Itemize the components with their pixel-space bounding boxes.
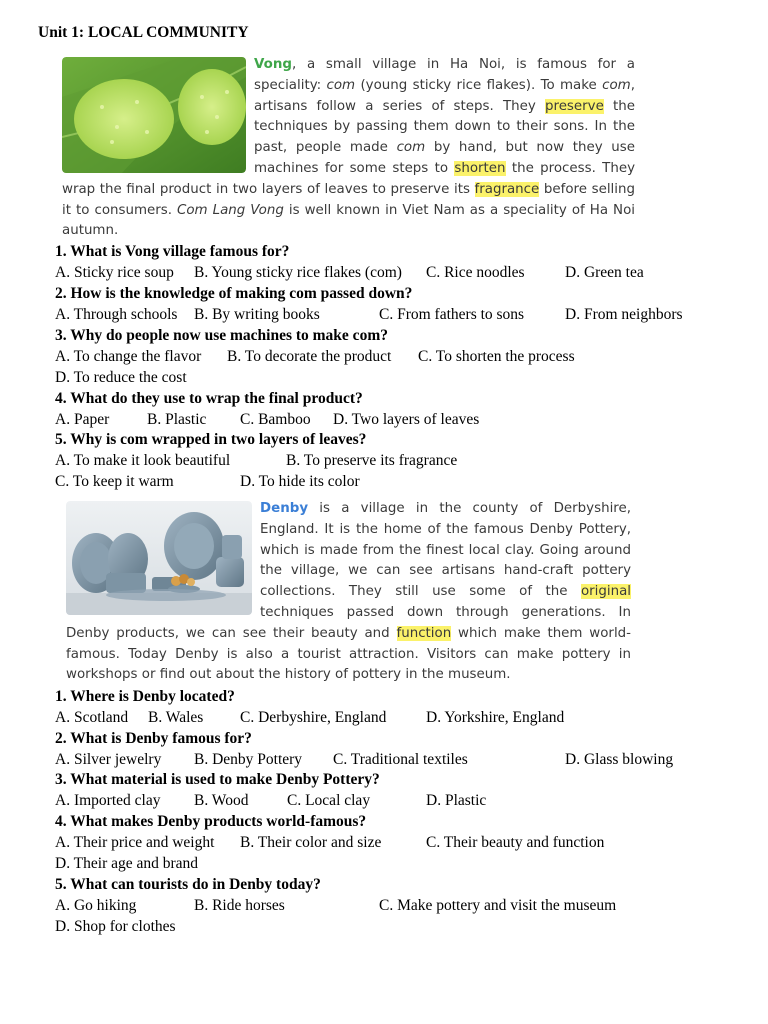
answer-option: B. Their color and size: [240, 834, 382, 851]
answer-option: D. Their age and brand: [55, 855, 199, 872]
answer-option: B. To decorate the product: [227, 348, 392, 365]
question: 2. What is Denby famous for?: [55, 730, 252, 747]
question: 1. Where is Denby located?: [55, 688, 235, 705]
question: 4. What makes Denby products world-famous?: [55, 813, 367, 830]
answer-option: C. Bamboo: [240, 411, 311, 428]
answer-option: C. Traditional textiles: [333, 751, 468, 768]
question: 4. What do they use to wrap the final product?: [55, 390, 363, 407]
answer-option: D. Yorkshire, England: [426, 709, 565, 726]
village-name-denby: Denby: [260, 501, 309, 516]
answer-option: B. Wales: [148, 709, 204, 726]
highlight-original: original: [580, 584, 631, 600]
highlight-fragrance: fragrance: [474, 181, 540, 197]
answer-option: C. To shorten the process: [418, 348, 575, 365]
answer-option: B. To preserve its fragrance: [286, 452, 458, 469]
answer-option: A. Silver jewelry: [55, 751, 162, 768]
answer-option: D. Shop for clothes: [55, 918, 176, 935]
answer-option: B. By writing books: [194, 306, 320, 323]
answer-option: D. To reduce the cost: [55, 369, 187, 386]
question: 5. What can tourists do in Denby today?: [55, 876, 321, 893]
question: 2. How is the knowledge of making com passed down?: [55, 285, 413, 302]
answer-option: D. Plastic: [426, 792, 487, 809]
answer-option: B. Wood: [194, 792, 249, 809]
answer-option: C. Rice noodles: [426, 264, 525, 281]
answer-option: A. Paper: [55, 411, 110, 428]
answer-option: D. Green tea: [565, 264, 644, 281]
answer-option: C. Their beauty and function: [426, 834, 605, 851]
denby-pottery-image: [66, 501, 252, 615]
rice-flakes-image: [62, 57, 246, 173]
answer-option: A. Through schools: [55, 306, 178, 323]
answer-option: D. From neighbors: [565, 306, 683, 323]
question: 3. Why do people now use machines to make com?: [55, 327, 388, 344]
answer-option: B. Plastic: [147, 411, 207, 428]
answer-option: D. Two layers of leaves: [333, 411, 480, 428]
question: 5. Why is com wrapped in two layers of leaves?: [55, 431, 367, 448]
passage-vong: Vong, a small village in Ha Noi, is famous for a speciality: com (young sticky rice flakes). To make com, artisans follow a series of steps. They preserve the techniques by passing them down to their sons. In the past, people made com by hand, but now they use machines for some steps to shorten the process. They wrap the final product in two layers of leaves to preserve its fragrance before selling it to consumers. Com Lang Vong is well known in Viet Nam as a speciality of Ha Noi autumn.: [62, 57, 635, 239]
answer-option: C. Derbyshire, England: [240, 709, 387, 726]
village-name-vong: Vong: [254, 57, 292, 72]
answer-option: A. To change the flavor: [55, 348, 202, 365]
answer-option: B. Ride horses: [194, 897, 285, 914]
answer-option: C. To keep it warm: [55, 473, 174, 490]
highlight-preserve: preserve: [544, 98, 604, 114]
answer-option: B. Denby Pottery: [194, 751, 303, 768]
highlight-function: function: [396, 625, 452, 641]
answer-option: A. Scotland: [55, 709, 129, 726]
answer-option: D. To hide its color: [240, 473, 360, 490]
answer-option: A. Their price and weight: [55, 834, 215, 851]
answer-option: D. Glass blowing: [565, 751, 674, 768]
question: 1. What is Vong village famous for?: [55, 243, 290, 260]
answer-option: C. Make pottery and visit the museum: [379, 897, 617, 914]
answer-option: A. To make it look beautiful: [55, 452, 231, 469]
answer-option: C. From fathers to sons: [379, 306, 525, 323]
highlight-shorten: shorten: [454, 160, 506, 176]
question: 3. What material is used to make Denby Pottery?: [55, 771, 380, 788]
unit-title: Unit 1: LOCAL COMMUNITY: [38, 24, 249, 41]
answer-option: A. Sticky rice soup: [55, 264, 174, 281]
answer-option: C. Local clay: [287, 792, 371, 809]
answer-option: B. Young sticky rice flakes (com): [194, 264, 402, 281]
answer-option: A. Imported clay: [55, 792, 161, 809]
answer-option: A. Go hiking: [55, 897, 137, 914]
passage-denby: Denby is a village in the county of Derbyshire, England. It is the home of the famous Denby Pottery, which is made from the finest local clay. Going around the village, we can see artisans hand-craft pottery collections. They still use some of the original techniques passed down through generations. In Denby products, we can see their beauty and function which make them world-famous. Today Denby is also a tourist attraction. Visitors can make pottery in workshops or find out about the history of pottery in the museum.: [66, 501, 631, 683]
